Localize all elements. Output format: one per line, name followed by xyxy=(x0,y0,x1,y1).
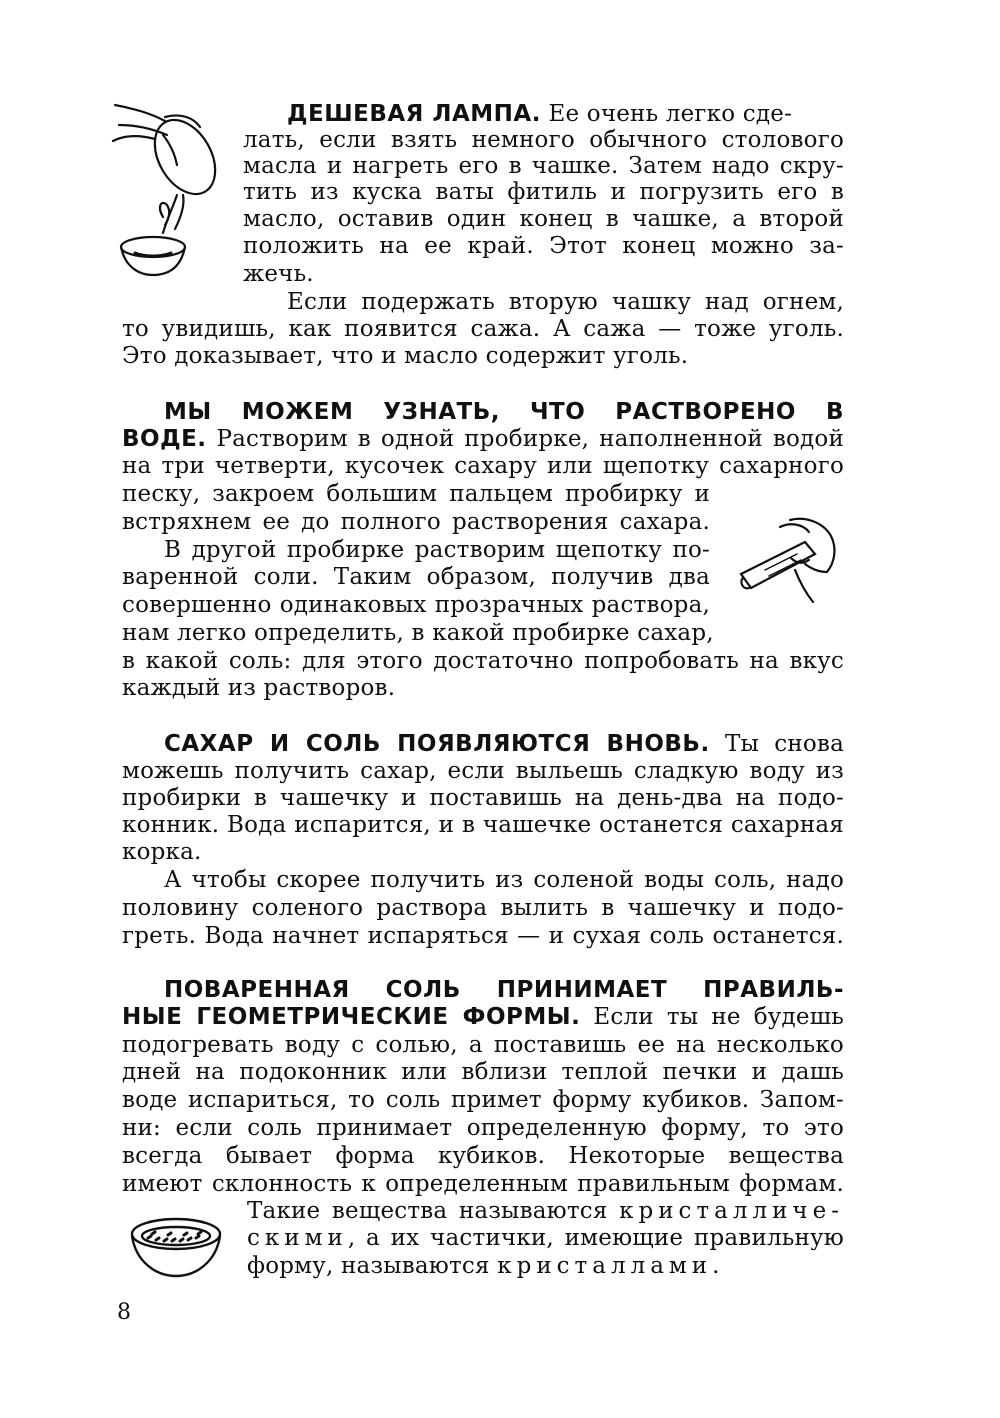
sugar-line-1: САХАР И СОЛЬ ПОЯВЛЯЮТСЯ ВНОВЬ. Ты снова xyxy=(164,731,844,757)
lamp-heading: ДЕШЕВАЯ ЛАМПА. xyxy=(287,101,541,127)
lamp-line: лать, если взять немного обычного столового xyxy=(243,127,844,153)
water-heading-line-1: МЫ МОЖЕМ УЗНАТЬ, ЧТО РАСТВОРЕНО В xyxy=(164,399,844,425)
water-line-1: ВОДЕ. Растворим в одной пробирке, наполненной водой xyxy=(122,426,844,452)
term-crystalline-end: скими xyxy=(247,1225,348,1251)
water-line: в какой соль: для этого достаточно попробовать на вкус xyxy=(122,648,844,674)
water-line: песку, закроем большим пальцем пробирку и xyxy=(122,481,710,507)
term-crystalline: кристалличе- xyxy=(619,1198,844,1224)
lamp-line: Если подержать вторую чашку над огнем, xyxy=(287,289,844,315)
crystals-line: Такие вещества называются кристалличе- xyxy=(247,1198,844,1224)
lamp-line: жечь. xyxy=(243,261,314,287)
water-line: В другой пробирке растворим щепотку по- xyxy=(164,537,710,563)
lamp-illustration xyxy=(105,95,235,280)
water-line: каждый из растворов. xyxy=(122,675,396,701)
crystals-line: имеют склонность к определенным правильным формам. xyxy=(122,1171,844,1197)
lamp-line-1: ДЕШЕВАЯ ЛАМПА. Ее очень легко сде- xyxy=(287,101,793,127)
crystals-line: всегда бывает форма кубиков. Некоторые вещества xyxy=(122,1143,844,1169)
sugar-line: конник. Вода испарится, и в чашечке останется сахарная xyxy=(122,812,844,838)
crystals-line-1: НЫЕ ГЕОМЕТРИЧЕСКИЕ ФОРМЫ. Если ты не будешь xyxy=(122,1004,844,1030)
lamp-line: масла и нагреть его в чашке. Затем надо скру- xyxy=(243,153,844,179)
lamp-line: то увидишь, как появится сажа. А сажа — тоже уголь. xyxy=(122,316,844,342)
water-line: варенной соли. Таким образом, получив два xyxy=(122,564,710,590)
sugar-line: половину соленого раствора вылить в чашечку и подо- xyxy=(122,895,844,921)
sugar-line: можешь получить сахар, если выльешь сладкую воду из xyxy=(122,758,844,784)
sugar-line: А чтобы скорее получить из соленой воды соль, надо xyxy=(164,867,844,893)
crystals-line: дней на подоконник или вблизи теплой печки и дашь xyxy=(122,1059,844,1085)
water-line: на три четверти, кусочек сахару или щепотку сахарного xyxy=(122,453,844,479)
water-heading-line-2: ВОДЕ. xyxy=(122,426,207,452)
sugar-line: греть. Вода начнет испаряться — и сухая соль останется. xyxy=(122,923,844,949)
water-line: нам легко определить, в какой пробирке сахар, xyxy=(122,620,714,646)
crystals-line: форму, называются кристаллами. xyxy=(247,1253,720,1279)
page-number: 8 xyxy=(117,1300,131,1325)
crystals-heading-line-1: ПОВАРЕННАЯ СОЛЬ ПРИНИМАЕТ ПРАВИЛЬ- xyxy=(164,977,844,1003)
lamp-line: положить на ее край. Этот конец можно за- xyxy=(243,233,844,259)
crystals-heading-line-2: НЫЕ ГЕОМЕТРИЧЕСКИЕ ФОРМЫ. xyxy=(122,1004,581,1030)
term-crystals: кристаллами xyxy=(497,1253,713,1279)
sugar-line: пробирки в чашечку и поставишь на день-два на подо- xyxy=(122,785,844,811)
bowl-illustration xyxy=(126,1210,226,1282)
crystals-line: скими, а их частички, имеющие правильную xyxy=(247,1225,844,1251)
sugar-line: корка. xyxy=(122,839,202,865)
water-line: совершенно одинаковых прозрачных раствора, xyxy=(122,592,710,618)
lamp-line: Это доказывает, что и масло содержит уголь. xyxy=(122,343,689,369)
test-tube-illustration xyxy=(735,512,845,612)
lamp-line: тить из куска ваты фитиль и погрузить его в xyxy=(243,179,844,205)
crystals-line: воде испариться, то соль примет форму кубиков. Запом- xyxy=(122,1087,844,1113)
crystals-line: ни: если соль принимает определенную форму, то это xyxy=(122,1115,844,1141)
sugar-heading: САХАР И СОЛЬ ПОЯВЛЯЮТСЯ ВНОВЬ. xyxy=(164,731,710,757)
lamp-line: масло, оставив один конец в чашке, а второй xyxy=(243,206,844,232)
water-line: встряхнем ее до полного растворения сахара. xyxy=(122,509,710,535)
crystals-line: подогревать воду с солью, а поставишь ее на несколько xyxy=(122,1032,844,1058)
